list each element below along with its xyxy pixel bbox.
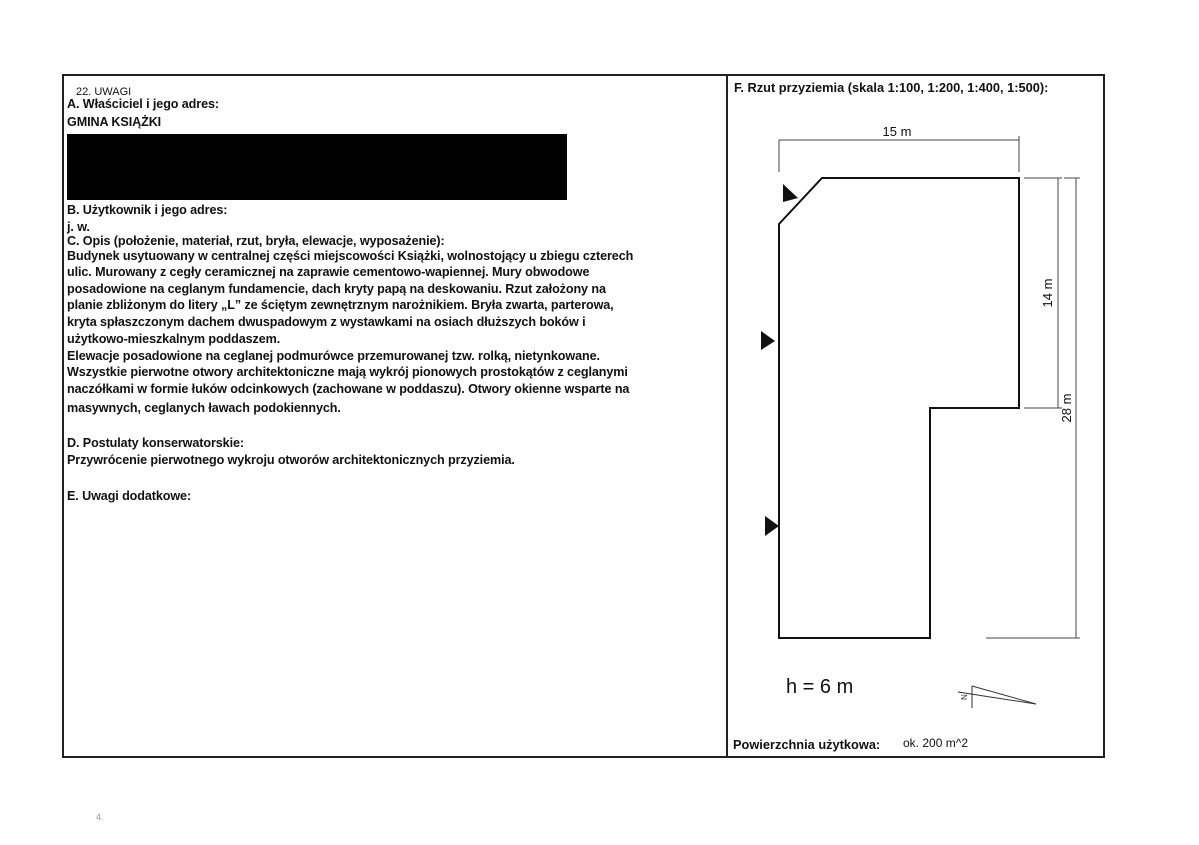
building-outline [779,178,1019,638]
dimension-total-label: 28 m [1059,393,1074,423]
dimension-right-label: 14 m [1040,278,1055,308]
description-line: planie zbliżonym do litery „L” ze ściętym zewnętrznym narożnikiem. Bryła zwarta, parterowa, [67,298,614,312]
description-heading: C. Opis (położenie, materiał, rzut, bryła, elewacje, wyposażenie): [67,234,445,248]
description-line: Wszystkie pierwotne otwory architektoniczne mają wykrój pionowych prostokątów z ceglanymi [67,365,628,379]
description-line: ulic. Murowany z cegły ceramicznej na zaprawie cementowo-wapiennej. Mury obwodowe [67,265,590,279]
ground-plan-drawing [728,110,1088,730]
entrance-arrow-icon [765,516,779,536]
owner-heading: A. Właściciel i jego adres: [67,97,219,111]
stray-mark: 4. [96,812,104,822]
conservation-value: Przywrócenie pierwotnego wykroju otworów architektonicznych przyziemia. [67,453,515,467]
description-line: Budynek usytuowany w centralnej części miejscowości Książki, wolnostojący u zbiegu czterech [67,249,634,263]
description-line: posadowione na ceglanym fundamencie, dach kryty papą na deskowaniu. Rzut założony na [67,282,606,296]
description-line: użytkowo-mieszkalnym poddaszem. [67,332,281,346]
usable-area-value: ok. 200 m^2 [903,736,968,750]
description-line: naczółkami w formie łuków odcinkowych (zachowane w poddaszu). Otwory okienne wsparte na [67,382,630,396]
entrance-arrow-icon [761,331,775,350]
north-arrow-icon: N [960,694,969,700]
description-line: Elewacje posadowione na ceglanej podmurówce przemurowanej tzw. rolką, nietynkowane. [67,349,600,363]
owner-name: GMINA KSIĄŻKI [67,115,162,129]
conservation-heading: D. Postulaty konserwatorskie: [67,436,244,450]
description-line: masywnych, ceglanych ławach podokiennych. [67,401,341,415]
section-number: 22. UWAGI [76,86,132,98]
dimension-width-label: 15 m [882,124,912,139]
entrance-arrow-icon [783,184,798,202]
additional-remarks-heading: E. Uwagi dodatkowe: [67,489,192,503]
redaction-block [67,134,567,200]
description-line: kryta spłaszczonym dachem dwuspadowym z wystawkami na osiach dłuższych boków i [67,315,586,329]
usable-area-label: Powierzchnia użytkowa: [733,737,881,752]
ground-plan-title: F. Rzut przyziemia (skala 1:100, 1:200, 1:400, 1:500): [734,80,1049,95]
user-value: j. w. [67,220,90,234]
user-heading: B. Użytkownik i jego adres: [67,203,228,217]
building-height: h = 6 m [786,676,854,698]
